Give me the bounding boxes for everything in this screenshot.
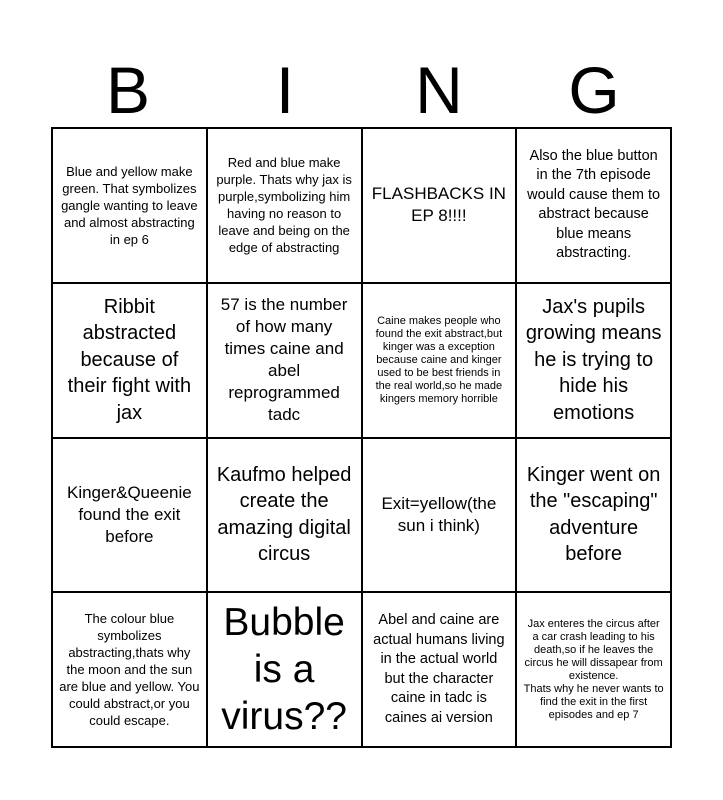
cell-text: Caine makes people who found the exit abstract,but kinger was a exception because caine and kinger used to be best friends in the real world,so he made kingers memory horrible <box>375 314 503 405</box>
bingo-cell-r1c3[interactable] <box>362 128 517 283</box>
cell-text: Kaufmo helped create the amazing digital circus <box>216 463 352 566</box>
bingo-cell-r2c3[interactable] <box>362 283 517 438</box>
cell-text: Bubble is a virus?? <box>221 601 347 739</box>
cell-text: Abel and caine are actual humans living in the actual world but the character caine in tadc is caines ai version <box>373 612 505 726</box>
cell-text: Exit=yellow(the sun i think) <box>381 493 497 535</box>
cell-text: 57 is the number of how many times caine and abel reprogrammed tadc <box>220 295 348 425</box>
bingo-cell-r4c3[interactable] <box>362 592 517 747</box>
cell-text: Kinger&Queenie found the exit before <box>66 482 192 546</box>
header-letter-g: G <box>568 53 620 127</box>
cell-text: FLASHBACKS IN EP 8!!!! <box>371 184 506 226</box>
bingo-cell-r1c2[interactable] <box>207 128 362 283</box>
bingo-cell-r4c4[interactable] <box>516 592 671 747</box>
bingo-cell-r2c1[interactable] <box>52 283 207 438</box>
bingo-cell-r1c4[interactable] <box>516 128 671 283</box>
bingo-cell-r3c1[interactable] <box>52 438 207 593</box>
bingo-cell-r2c4[interactable] <box>516 283 671 438</box>
bingo-cell-r1c1[interactable] <box>52 128 207 283</box>
cell-text: Red and blue make purple. Thats why jax is purple,symbolizing him having no reason to leave and being on the edge of abstracting <box>216 155 352 256</box>
bingo-cell-r2c2[interactable] <box>207 283 362 438</box>
cell-text: Kinger went on the "escaping" adventure before <box>526 463 661 566</box>
bingo-card <box>51 127 672 748</box>
bingo-cell-r3c3[interactable] <box>362 438 517 593</box>
header-letter-i: I <box>275 53 295 127</box>
bingo-cell-r3c4[interactable] <box>516 438 671 593</box>
bingo-cell-r3c2[interactable] <box>207 438 362 593</box>
cell-text: Ribbit abstracted because of their fight with jax <box>67 295 192 424</box>
cell-text: The colour blue symbolizes abstracting,thats why the moon and the sun are blue and yellow. You could abstract,or you could escape. <box>59 611 200 729</box>
bingo-header <box>52 52 672 128</box>
bingo-cell-r4c1[interactable] <box>52 592 207 747</box>
header-letter-b: B <box>105 53 151 127</box>
cell-text: Also the blue button in the 7th episode would cause them to abstract because blue means abstracting. <box>527 147 661 262</box>
cell-text: Jax enteres the circus after a car crash leading to his death,so if he leaves the circus he will dissapear from existence. Thats why he never wants to find the exit in the first episodes and ep 7 <box>523 617 664 721</box>
cell-text: Blue and yellow make green. That symbolizes gangle wanting to leave and almost abstracting in ep 6 <box>61 163 198 247</box>
bingo-cell-r4c2[interactable] <box>207 592 362 747</box>
header-letter-n: N <box>415 53 463 127</box>
cell-text: Jax's pupils growing means he is trying to hide his emotions <box>525 295 662 424</box>
